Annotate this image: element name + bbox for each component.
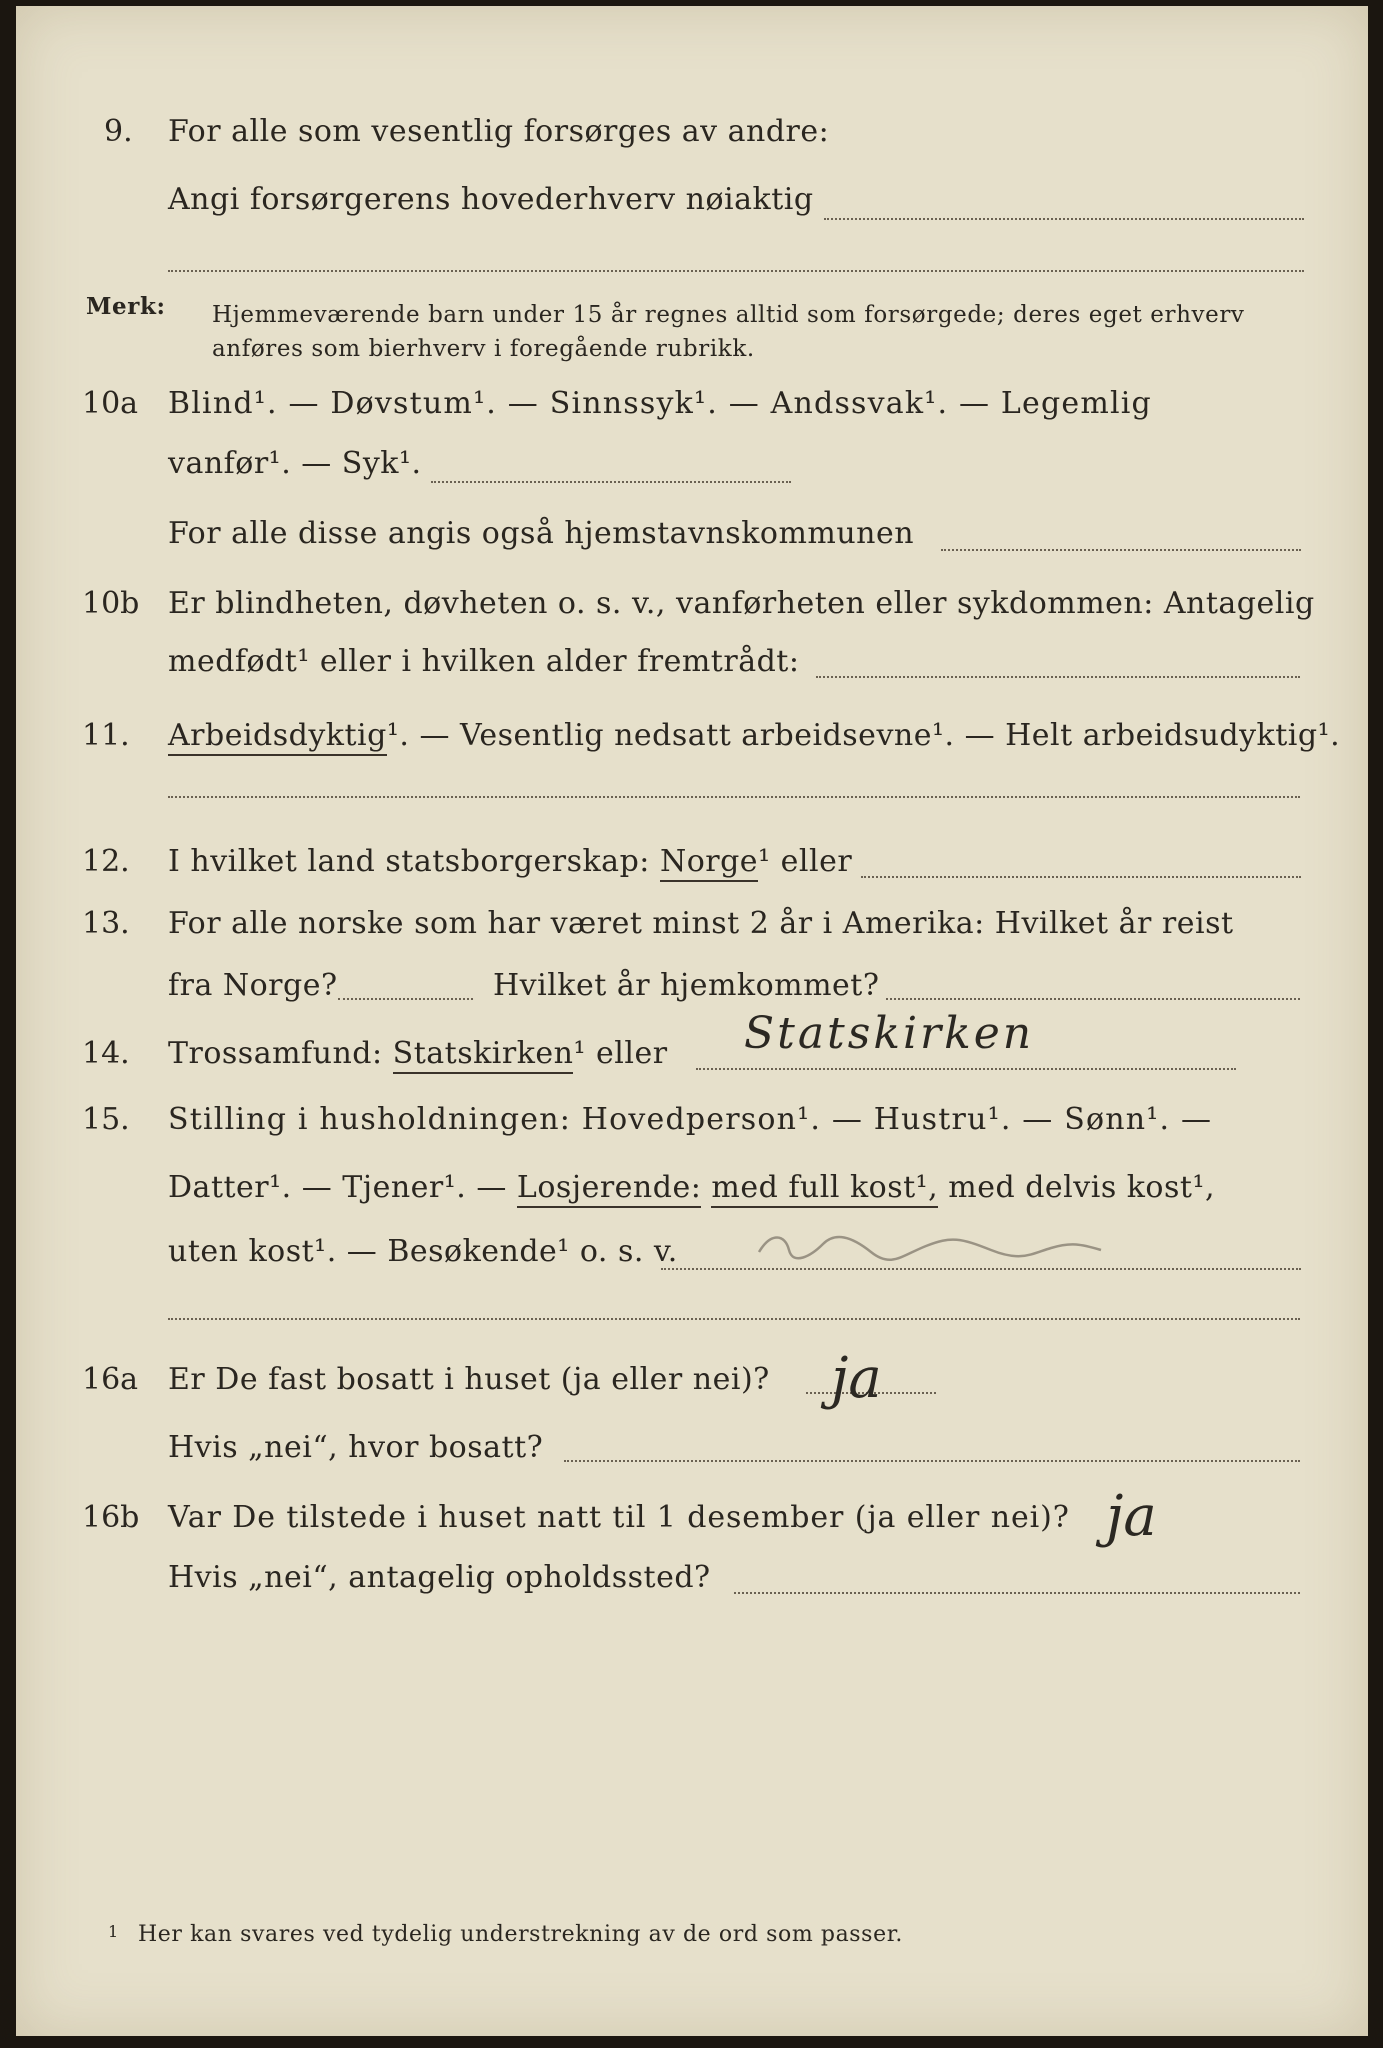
q15-line2b: med delvis kost¹, — [948, 1170, 1216, 1205]
q11-rest: ¹. — Vesentlig nedsatt arbeidsevne¹. — Helt arbeidsudyktig¹. — [386, 718, 1341, 753]
q16b-number: 16b — [82, 1500, 140, 1535]
q12-number: 12. — [82, 844, 130, 879]
q14-answer-line[interactable] — [696, 1068, 1236, 1070]
q10a-number: 10a — [82, 386, 139, 421]
q16b-opholdssted-line[interactable] — [734, 1592, 1300, 1594]
q13-number: 13. — [82, 906, 130, 941]
q14-number: 14. — [82, 1036, 130, 1071]
q15-answer-line[interactable] — [661, 1268, 1301, 1270]
q12-answer-line[interactable] — [861, 876, 1301, 878]
q13-line2b: Hvilket år hjemkommet? — [493, 968, 880, 1003]
q15-line2a: Datter¹. — Tjener¹. — — [168, 1170, 507, 1205]
q12-option-norge[interactable]: Norge — [660, 844, 758, 882]
q10b-number: 10b — [82, 586, 140, 621]
q16b-line2: Hvis „nei“, antagelig opholdssted? — [168, 1560, 711, 1595]
q16b-handwritten-answer: ja — [1106, 1484, 1157, 1549]
q9-number: 9. — [104, 114, 133, 149]
q10b-line2: medfødt¹ eller i hvilken alder fremtrådt: — [168, 644, 800, 679]
q15-option-full-kost[interactable]: med full kost¹, — [711, 1170, 938, 1208]
merk-line1: Hjemmeværende barn under 15 år regnes alltid som forsørgede; deres eget erhverv — [212, 302, 1245, 328]
q10a-line3: For alle disse angis også hjemstavnskommunen — [168, 516, 915, 551]
q12-text: I hvilket land statsborgerskap: — [168, 844, 650, 879]
q13-reist-line[interactable] — [338, 998, 473, 1000]
census-form-page — [16, 6, 1368, 2036]
q14-handwritten-answer: Statskirken — [744, 1008, 1035, 1059]
q16a-line1: Er De fast bosatt i huset (ja eller nei)? — [168, 1362, 770, 1397]
q15-number: 15. — [82, 1102, 130, 1137]
q14-label: Trossamfund: — [168, 1036, 383, 1071]
q16a-number: 16a — [82, 1362, 139, 1397]
q13-line1: For alle norske som har været minst 2 år i Amerika: Hvilket år reist — [168, 906, 1234, 941]
q10a-line1: Blind¹. — Døvstum¹. — Sinnssyk¹. — Andssvak¹. — Legemlig — [168, 386, 1152, 421]
footnote-text: Her kan svares ved tydelig understrekning av de ord som passer. — [138, 1922, 903, 1947]
q9-answer-line-2[interactable] — [168, 270, 1304, 272]
q15-option-losjerende[interactable]: Losjerende: — [517, 1170, 701, 1208]
q11-number: 11. — [82, 718, 130, 753]
q10a-answer-line[interactable] — [431, 481, 791, 483]
q15-line1: Stilling i husholdningen: Hovedperson¹. — Hustru¹. — Sønn¹. — — [168, 1102, 1213, 1137]
merk-label: Merk: — [86, 293, 166, 320]
q14-option-statskirken[interactable]: Statskirken — [393, 1036, 574, 1074]
q9-line2: Angi forsørgerens hovederhverv nøiaktig — [168, 182, 814, 217]
q10a-line2: vanfør¹. — Syk¹. — [168, 446, 422, 481]
q16a-handwritten-answer: ja — [831, 1346, 882, 1411]
q15-line3: uten kost¹. — Besøkende¹ o. s. v. — [168, 1234, 678, 1269]
q14-tail: ¹ eller — [573, 1036, 668, 1071]
q15-answer-line-2[interactable] — [168, 1318, 1300, 1320]
merk-line2: anføres som bierhverv i foregående rubrikk. — [212, 336, 755, 362]
q11-answer-line[interactable] — [168, 796, 1300, 798]
q16a-bosatt-line[interactable] — [564, 1460, 1300, 1462]
q9-answer-line[interactable] — [824, 218, 1304, 220]
q10a-kommune-line[interactable] — [941, 549, 1301, 551]
q13-hjemkommet-line[interactable] — [886, 998, 1300, 1000]
q11-option-arbeidsdyktig[interactable]: Arbeidsdyktig — [168, 718, 387, 756]
footnote-mark: 1 — [108, 1922, 119, 1941]
faint-scribble-icon — [751, 1226, 1111, 1262]
q16b-line1: Var De tilstede i huset natt til 1 desember (ja eller nei)? — [168, 1500, 1070, 1535]
q13-line2a: fra Norge? — [168, 968, 338, 1003]
q9-line1: For alle som vesentlig forsørges av andre: — [168, 114, 830, 149]
q10b-answer-line[interactable] — [816, 676, 1300, 678]
q12-tail: ¹ eller — [758, 844, 853, 879]
q10b-line1: Er blindheten, døvheten o. s. v., vanførheten eller sykdommen: Antagelig — [168, 586, 1315, 621]
q15-faint-handwriting — [751, 1226, 1111, 1262]
q16a-line2: Hvis „nei“, hvor bosatt? — [168, 1430, 544, 1465]
